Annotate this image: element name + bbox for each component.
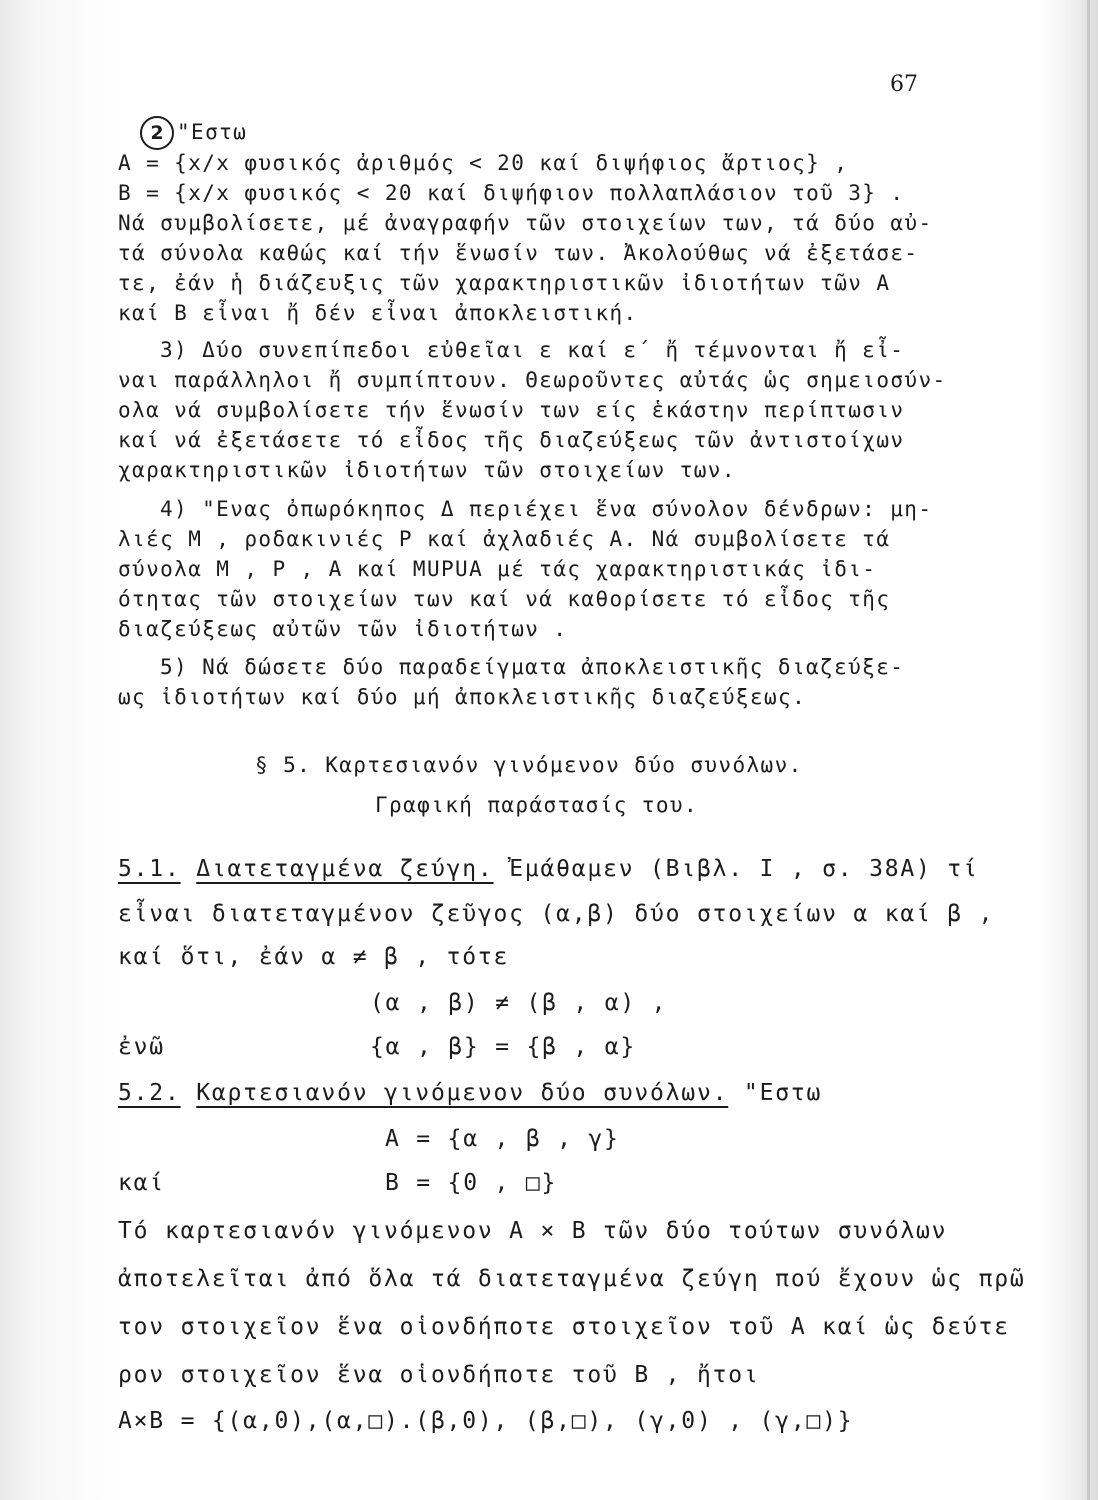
exercise-2-line: A = {x/x φυσικός ἀριθμός < 20 καί διψήφιος ἄρτιος} , xyxy=(118,151,849,175)
set-b-definition: B = {0 , □} xyxy=(385,1170,558,1196)
exercise-4-line: λιές M , ροδακινιές P καί ἀχλαδιές A. Νά συμβολίσετε τά xyxy=(118,527,891,551)
exercise-2-number-circled: 2 xyxy=(140,116,174,150)
exercise-3-line: καί νά ἐξετάσετε τό εἶδος τῆς διαζεύξεως τῶν ἀντιστοίχων xyxy=(118,428,905,452)
page-edge-shadow xyxy=(1087,0,1090,1500)
exercise-3-line: 3) Δύο συνεπίπεδοι εὐθεῖαι ε καί ε΄ ἤ τέμνονται ἤ εἶ- xyxy=(160,338,905,362)
formula-ordered-pair-inequality: (α , β) ≠ (β , α) , xyxy=(370,990,668,1016)
exercise-5-line: 5) Νά δώσετε δύο παραδείγματα ἀποκλειστικῆς διαζεύξε- xyxy=(160,655,905,679)
subsection-5-1-title-line xyxy=(118,858,979,881)
exercise-2-line: τε, ἐάν ἡ διάζευξις τῶν χαρακτηριστικῶν ἰδιοτήτων τῶν A xyxy=(118,271,891,295)
cartesian-product-formula: A×B = {(α,0),(α,□).(β,0), (β,□), (γ,0) , (γ,□)} xyxy=(118,1408,854,1434)
subsection-5-2-line: τον στοιχεῖον ἕνα οἱονδήποτε στοιχεῖον τοῦ A καί ὡς δεύτε xyxy=(118,1314,1010,1340)
exercise-2-line: B = {x/x φυσικός < 20 καί διψήφιον πολλαπλάσιον τοῦ 3} . xyxy=(118,181,905,205)
subsection-5-2-title: Καρτεσιανόν γινόμενον δύο συνόλων. xyxy=(196,1080,729,1106)
subsection-5-1-title: Διατεταγμένα ζεύγη. xyxy=(196,856,494,882)
subsection-5-2-number: 5.2. xyxy=(118,1080,181,1106)
subsection-5-1-line: εἶναι διατεταγμένον ζεῦγος (α,β) δύο στοιχείων α καί β , xyxy=(118,901,995,927)
exercise-4-line: διαζεύξεως αὐτῶν τῶν ἰδιοτήτων . xyxy=(118,617,568,641)
exercise-3-line: ναι παράλληλοι ἤ συμπίπτουν. Θεωροῦντες αὐτάς ὡς σημειοσύν- xyxy=(118,368,947,392)
exercise-2-line: Νά συμβολίσετε, μέ ἀναγραφήν τῶν στοιχείων των, τά δύο αὐ- xyxy=(118,211,933,235)
exercise-4-line: σύνολα M , P , A καί MUPUA μέ τάς χαρακτηριστικάς ἰδι- xyxy=(118,557,877,581)
subsection-5-1-line: καί ὅτι, ἐάν α ≠ β , τότε xyxy=(118,944,510,970)
formula-set-equality: {α , β} = {β , α} xyxy=(370,1034,637,1060)
subsection-5-2-line: ρον στοιχεῖον ἕνα οἱονδήποτε τοῦ B , ἤτοι xyxy=(118,1362,760,1388)
section-subheading: Γραφική παράστασίς του. xyxy=(375,793,698,817)
subsection-5-1-number: 5.1. xyxy=(118,856,181,882)
subsection-5-1-text: Ἐμάθαμεν (Βιβλ. I , σ. 38A) τί xyxy=(509,856,979,882)
exercise-5-line: ως ἰδιοτήτων καί δύο μή ἀποκλειστικῆς διαζεύξεως. xyxy=(118,685,807,709)
formula-prefix: ἐνῶ xyxy=(118,1034,165,1060)
subsection-5-2-line: ἀποτελεῖται ἀπό ὅλα τά διατεταγμένα ζεύγη πού ἔχουν ὡς πρῶ xyxy=(118,1266,1026,1292)
exercise-3-line: ολα νά συμβολίσετε τήν ἕνωσίν των είς ἑκάστην περίπτωσιν xyxy=(118,398,905,422)
subsection-5-2-text: "Εστω xyxy=(743,1080,823,1106)
exercise-4-line: ότητας τῶν στοιχείων των καί νά καθορίσετε τό εἶδος τῆς xyxy=(118,587,891,611)
exercise-4-line: 4) "Ενας ὀπωρόκηπος Δ περιέχει ἕνα σύνολον δένδρων: μη- xyxy=(160,497,933,521)
page-number: 67 xyxy=(890,72,918,97)
exercise-2-title: "Εστω xyxy=(177,120,248,144)
exercise-2-line: καί B εἶναι ἤ δέν εἶναι ἀποκλειστική. xyxy=(118,301,638,325)
set-a-definition: A = {α , β , γ} xyxy=(385,1126,620,1152)
section-heading: § 5. Καρτεσιανόν γινόμενον δύο συνόλων. xyxy=(255,753,803,777)
subsection-5-2-title-line xyxy=(118,1082,822,1105)
exercise-3-line: χαρακτηριστικῶν ἰδιοτήτων τῶν στοιχείων των. xyxy=(118,458,736,482)
exercise-2-line: τά σύνολα καθώς καί τήν ἕνωσίν των. Ἀκολούθως νά ἐξετάσε- xyxy=(118,241,919,265)
subsection-5-2-line: Τό καρτεσιανόν γινόμενον A × B τῶν δύο τούτων συνόλων xyxy=(118,1218,948,1244)
and-word: καί xyxy=(118,1170,165,1196)
